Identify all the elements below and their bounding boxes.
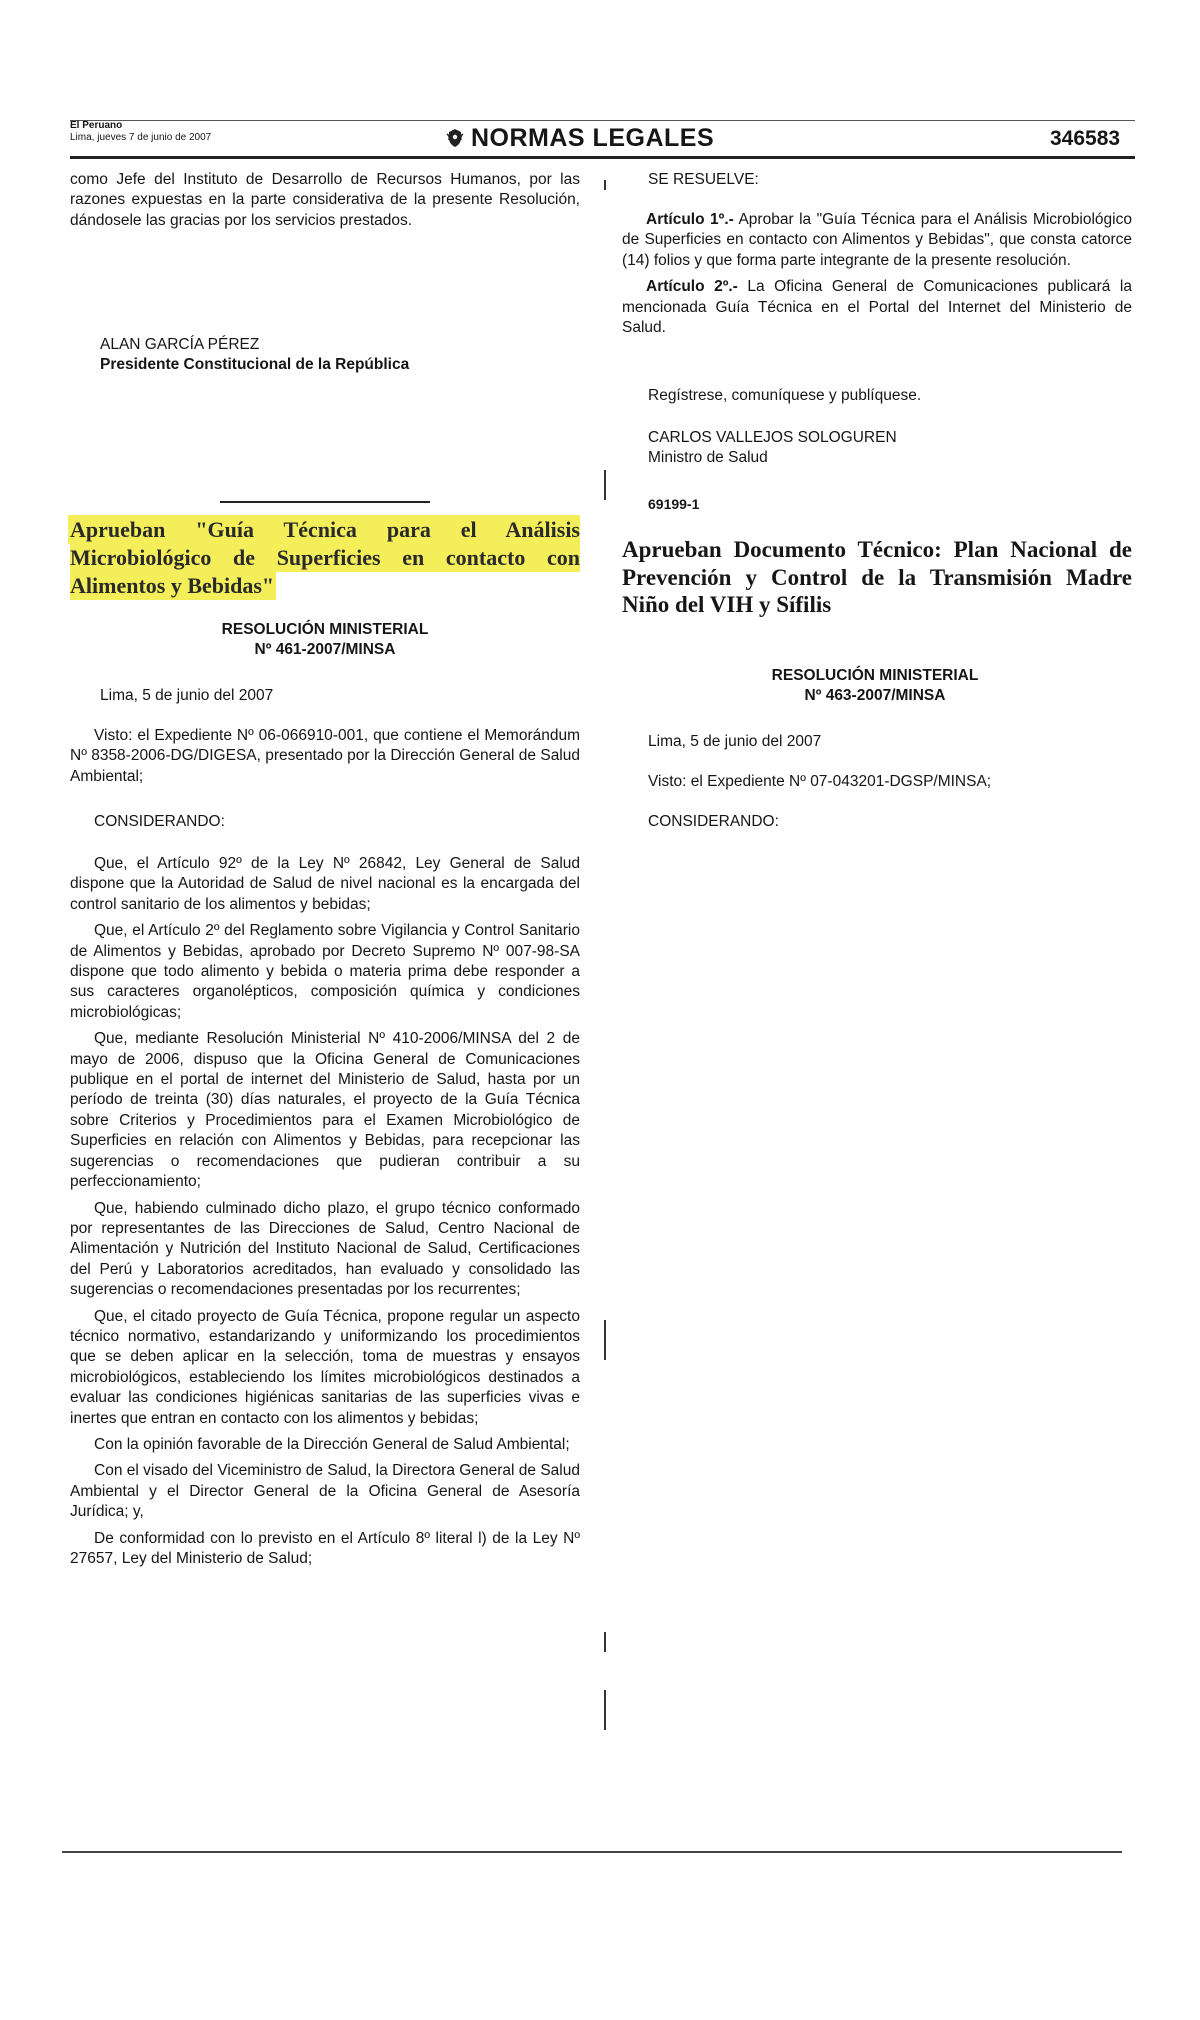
- article-1-label: Artículo 1º.-: [646, 211, 734, 228]
- column-divider: [604, 470, 606, 500]
- page-number: 346583: [1050, 127, 1121, 150]
- signature-title: Ministro de Salud: [648, 449, 768, 466]
- signature-name: ALAN GARCÍA PÉREZ: [100, 336, 260, 353]
- resolution-header-left: [120, 620, 530, 660]
- president-signature: [100, 335, 580, 375]
- norm-title-left: [70, 516, 580, 600]
- considerando-paragraph: Que, habiendo culminado dicho plazo, el grupo técnico conformado por representantes de las Direcciones de Salud, Centro Nacional de Alimentación y Nutrición del Instituto Nacional de Salud, Certificaciones del Perú y Laboratorios acreditados, han evaluado y consolidado las sugerencias o recomendaciones presentadas por los recurrentes;: [70, 1199, 580, 1299]
- continuation-paragraph: como Jefe del Instituto de Desarrollo de Recursos Humanos, por las razones expuestas en la parte considerativa de la presente Resolución, dándosele las gracias por los servicios prestados.: [70, 171, 580, 229]
- resolution-header-right: [670, 666, 1080, 706]
- article-2-label: Artículo 2º.-: [646, 278, 738, 296]
- article-2: [622, 277, 1132, 338]
- considerando-paragraph: Que, el citado proyecto de Guía Técnica, propone regular un aspecto técnico normativo, estandarizando y uniformizando los procedimientos que se deben aplicar en la selección, toma de muestras y ensayos microbiológicos, estableciendo los límites microbiológicos destinados a evaluar las condiciones higiénicas sanitarias de las superficies vivas e inertes que entran en contacto con los alimentos y bebidas;: [70, 1307, 580, 1427]
- article-1-text: Aprobar la "Guía Técnica para el Análisis Microbiológico de Superficies en contacto con Alimentos y Bebidas", que consta catorce (14) folios y que forma parte integrante de la presente resolución.: [622, 211, 1132, 269]
- resolution-number: Nº 463-2007/MINSA: [804, 687, 946, 704]
- separator-rule: [220, 501, 430, 503]
- coat-of-arms-icon: [445, 128, 465, 148]
- header-date: Lima, jueves 7 de junio de 2007: [70, 132, 212, 143]
- considerando-paragraph: Que, mediante Resolución Ministerial Nº 410-2006/MINSA del 2 de mayo de 2006, dispuso que la Oficina General de Comunicaciones publique en el portal de internet del Ministerio de Salud, hasta por un período de treinta (30) días naturales, el proyecto de la Guía Técnica sobre Criterios y Procedimientos para el Examen Microbiológico de Superficies en relación con Alimentos y Bebidas, para recepcionar las sugerencias o recomendaciones que pudieran contribuir a su perfeccionamiento;: [70, 1030, 580, 1191]
- column-divider: [604, 180, 606, 190]
- header-rule: [70, 156, 1135, 159]
- resolution-type: RESOLUCIÓN MINISTERIAL: [771, 667, 979, 684]
- signature-name: CARLOS VALLEJOS SOLOGUREN: [648, 429, 897, 446]
- resolution-number: Nº 461-2007/MINSA: [254, 641, 396, 658]
- column-divider: [604, 1632, 606, 1652]
- article-1: [622, 210, 1132, 271]
- newspaper-name: El Peruano: [70, 120, 123, 131]
- footer-rule: [62, 1851, 1122, 1853]
- section-title-text: NORMAS LEGALES: [471, 124, 715, 152]
- se-resuelve-heading: SE RESUELVE:: [648, 171, 759, 188]
- considerando-paragraph: De conformidad con lo previsto en el Artículo 8º literal l) de la Ley Nº 27657, Ley del Ministerio de Salud;: [70, 1529, 580, 1567]
- norm-title-right: Aprueban Documento Técnico: Plan Nacional de Prevención y Control de la Transmisión Madre Niño del VIH y Sífilis: [622, 537, 1132, 617]
- considerando-paragraph: Que, el Artículo 92º de la Ley Nº 26842, Ley General de Salud dispone que la Autoridad de Salud de nivel nacional es la encargada del control sanitario de los alimentos y bebidas;: [70, 855, 580, 913]
- visto-paragraph: Visto: el Expediente Nº 06-066910-001, que contiene el Memorándum Nº 8358-2006-DG/DIGESA, presentado por la Dirección General de Salud Ambiental;: [70, 727, 580, 785]
- resolution-type: RESOLUCIÓN MINISTERIAL: [221, 621, 429, 638]
- resolution-date: Lima, 5 de junio del 2007: [100, 687, 274, 704]
- signature-title: Presidente Constitucional de la República: [100, 356, 410, 373]
- previous-resolution-text: [70, 170, 580, 237]
- header-masthead: [70, 120, 211, 144]
- articles-block: [622, 210, 1132, 344]
- closing-formula: Regístrese, comuníquese y publíquese.: [648, 387, 922, 404]
- article-2-text: La Oficina General de Comunicaciones publicará la mencionada Guía Técnica en el Portal del Internet del Ministerio de Salud.: [622, 278, 1132, 337]
- header-top-rule: [70, 120, 1135, 121]
- considerando-heading: CONSIDERANDO:: [94, 813, 225, 830]
- minister-signature: [648, 428, 1128, 468]
- column-divider: [604, 1690, 606, 1730]
- considerando-heading: CONSIDERANDO:: [648, 813, 779, 830]
- section-title: [445, 124, 714, 153]
- visto-block: [70, 726, 580, 793]
- highlighted-title: Aprueban "Guía Técnica para el Análisis Microbiológico de Superficies en contacto con Alimentos y Bebidas": [70, 517, 580, 598]
- considerando-paragraph: Con el visado del Viceministro de Salud, la Directora General de Salud Ambiental y el Director General de la Oficina General de Asesoría Jurídica; y,: [70, 1462, 580, 1521]
- resolution-date: Lima, 5 de junio del 2007: [648, 733, 822, 750]
- considerando-paragraph: Con la opinión favorable de la Dirección General de Salud Ambiental;: [94, 1435, 570, 1453]
- considerando-body: [70, 854, 580, 1575]
- visto-paragraph: Visto: el Expediente Nº 07-043201-DGSP/MINSA;: [648, 773, 992, 790]
- column-divider: [604, 1320, 606, 1360]
- reference-code: 69199-1: [648, 496, 700, 512]
- considerando-paragraph: Que, el Artículo 2º del Reglamento sobre Vigilancia y Control Sanitario de Alimentos y Bebidas, aprobado por Decreto Supremo Nº 007-98-SA dispone que todo alimento y bebida o materia prima debe responder a sus caracteres organolépticos, composición química y condiciones microbiológicas;: [70, 922, 580, 1021]
